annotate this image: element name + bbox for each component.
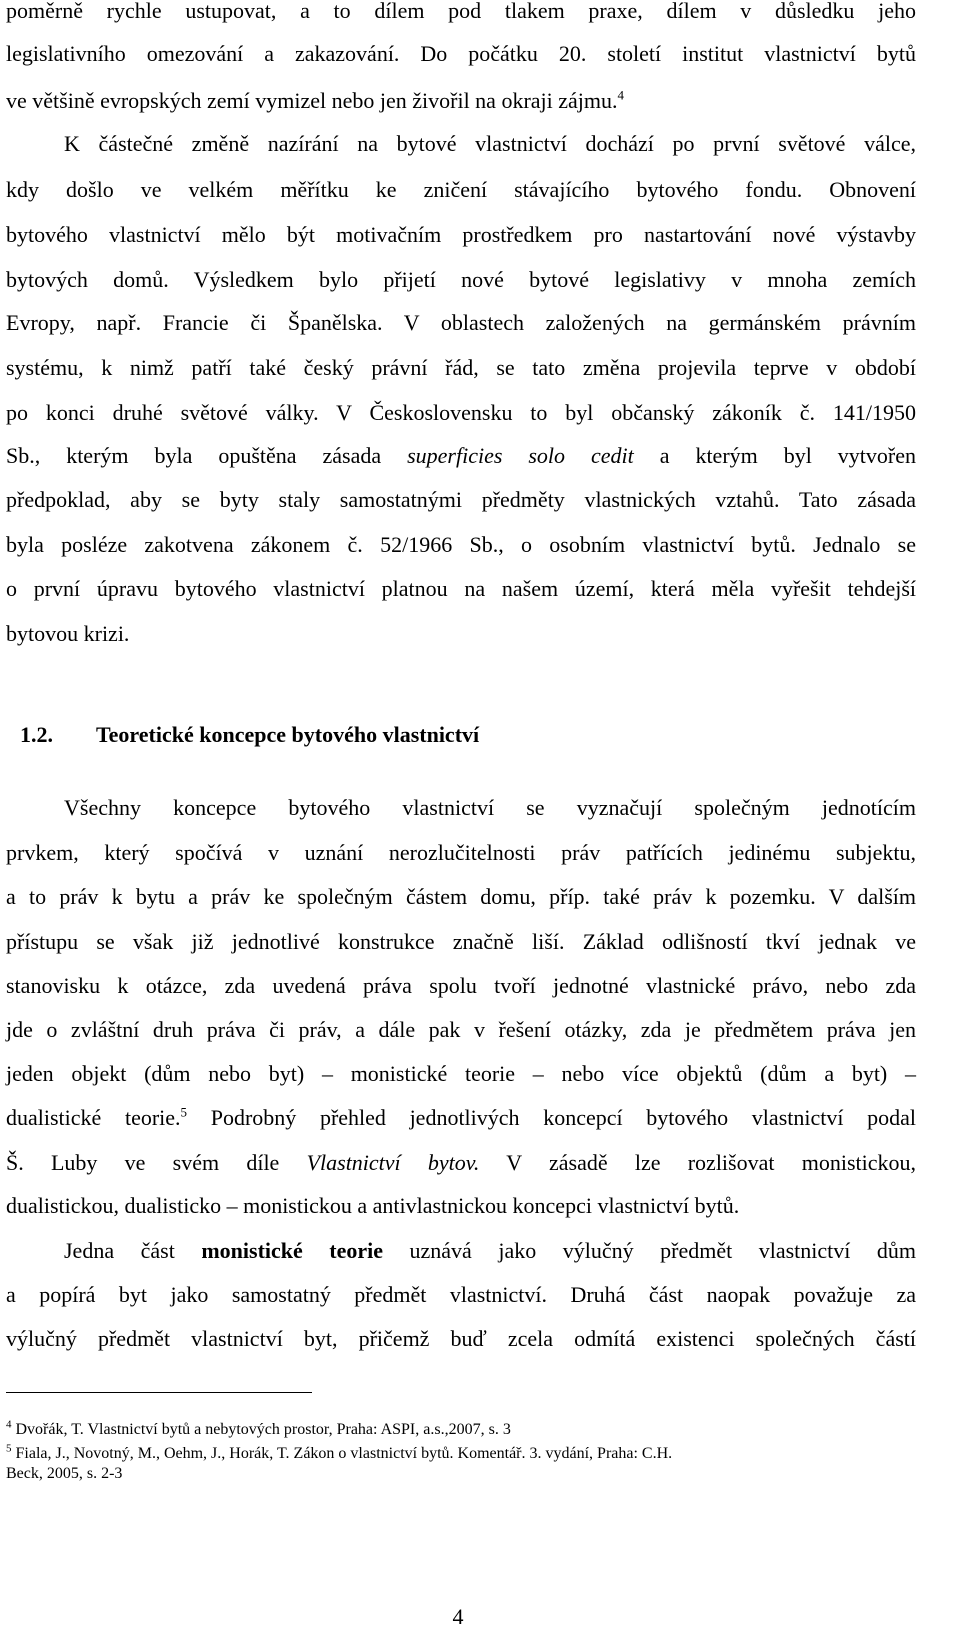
footnote: $^4$ Dvořák, T. Vlastnictví bytů a nebytových prostor, Praha: ASPI, a.s.,2007, s. 3 (6, 1418, 511, 1438)
text-line: přístupu se však již jednotlivé konstrukce značně liší. Základ odlišností tkví jednak ve (6, 929, 916, 954)
text-line: bytového vlastnictví mělo být motivačním prostředkem pro nastartování nové výstavby (6, 222, 916, 247)
text-line: dualistickou, dualisticko – monistickou a antivlastnickou koncepci vlastnictví bytů. (6, 1193, 740, 1218)
emphasis-term: monistické teorie (201, 1238, 384, 1263)
text-line: byla posléze zakotvena zákonem č. 52/1966 Sb., o osobním vlastnictví bytů. Jednalo se (6, 532, 916, 557)
text-line: o první úpravu bytového vlastnictví platnou na našem území, která měla vyřešit tehdejší (6, 576, 916, 601)
book-title: Vlastnictví bytov. (306, 1150, 480, 1175)
footnote-number: 5 (6, 1442, 12, 1455)
text-line: výlučný předmět vlastnictví byt, přičemž buď zcela odmítá existenci společných částí (6, 1326, 916, 1351)
text-line: jde o zvláštní druh práva či práv, a dále pak v řešení otázky, zda je předmětem práva jen (6, 1017, 916, 1042)
text-line: Š. Luby ve svém díle Vlastnictví bytov. V zásadě lze rozlišovat monistickou, (6, 1150, 917, 1175)
footnote-separator (6, 1392, 312, 1393)
section-heading (20, 722, 479, 748)
text-line: kdy došlo ve velkém měřítku ke zničení stávajícího bytového fondu. Obnovení (6, 177, 916, 202)
text-line: Všechny koncepce bytového vlastnictví se vyznačují společným jednotícím (64, 795, 916, 820)
footnote-continuation: Beck, 2005, s. 2-3 (6, 1465, 123, 1482)
text-line: Evropy, např. Francie či Španělska. V oblastech založených na germánském právním (6, 310, 916, 335)
footnote-ref: 5 (180, 1104, 188, 1120)
section-title: Teoretické koncepce bytového vlastnictví (96, 722, 480, 747)
footnote-ref: 4 (617, 87, 625, 103)
text-line: a to práv k bytu a práv ke společným částem domu, příp. také práv k pozemku. V dalším (6, 884, 916, 909)
text-line: jeden objekt (dům nebo byt) – monistické teorie – nebo více objektů (dům a byt) – (6, 1061, 916, 1086)
text-line: Jedna část monistické teorie uznává jako výlučný předmět vlastnictví dům (64, 1238, 916, 1263)
text-line: Sb., kterým byla opuštěna zásada superficies solo cedit a kterým byl vytvořen (6, 443, 916, 468)
text-line: legislativního omezování a zakazování. Do počátku 20. století institut vlastnictví bytů (6, 41, 916, 66)
text-line: ve většině evropských zemí vymizel nebo jen živořil na okraji zájmu.$^4$ (6, 87, 625, 113)
text-line: bytovou krizi. (6, 621, 130, 646)
latin-phrase: superficies solo cedit (407, 443, 634, 468)
text-line: předpoklad, aby se byty staly samostatnými předměty vlastnických vztahů. Tato zásada (6, 487, 916, 512)
text-line: bytových domů. Výsledkem bylo přijetí nové bytové legislativy v mnoha zemích (6, 267, 916, 292)
footnote: $^5$ Fiala, J., Novotný, M., Oehm, J., Horák, T. Zákon o vlastnictví bytů. Komentář. 3. vydání, Praha: C.H. (6, 1442, 673, 1462)
text-line: po konci druhé světové války. V Československu to byl občanský zákoník č. 141/1950 (6, 400, 916, 425)
text-line: poměrně rychle ustupovat, a to dílem pod tlakem praxe, dílem v důsledku jeho (6, 0, 916, 23)
text-line: prvkem, který spočívá v uznání nerozlučitelnosti práv patřících jedinému subjektu, (6, 840, 916, 865)
text-line: dualistické teorie.$^5$ Podrobný přehled jednotlivých koncepcí bytového vlastnictví podal (6, 1104, 916, 1130)
footnote-number: 4 (6, 1418, 12, 1431)
page-number: 4 (452, 1604, 464, 1629)
text-line: stanovisku k otázce, zda uvedená práva spolu tvoří jednotné vlastnické právo, nebo zda (6, 973, 916, 998)
section-number: 1.2. (20, 722, 53, 747)
text-line: a popírá byt jako samostatný předmět vlastnictví. Druhá část naopak považuje za (6, 1282, 916, 1307)
text-line: K částečné změně nazírání na bytové vlastnictví dochází po první světové válce, (64, 131, 916, 156)
text-line: systému, k nimž patří také český právní řád, se tato změna projevila teprve v období (6, 355, 916, 380)
